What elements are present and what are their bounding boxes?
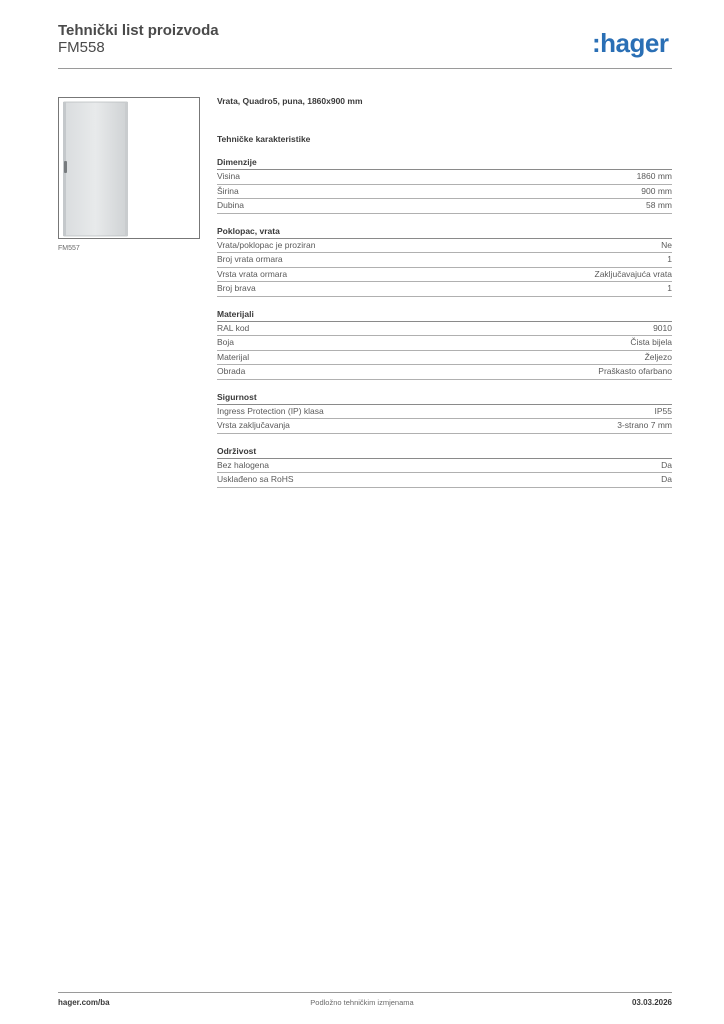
- spec-value: Zaključavajuća vrata: [594, 268, 672, 279]
- spec-label: RAL kod: [217, 322, 250, 333]
- header-divider: [58, 68, 672, 69]
- spec-row: [217, 199, 672, 214]
- spec-label: Boja: [217, 337, 235, 347]
- spec-group-title: Održivost: [217, 446, 672, 459]
- spec-value: Da: [661, 474, 672, 484]
- product-code: FM558: [58, 39, 105, 56]
- spec-label: Vrsta zaključavanja: [217, 420, 290, 430]
- spec-label: Ingress Protection (IP) klasa: [217, 405, 324, 416]
- page-title: Tehnički list proizvoda: [58, 22, 219, 39]
- spec-group: [217, 392, 672, 434]
- spec-value: 900 mm: [641, 185, 672, 196]
- spec-label: Bez halogena: [217, 459, 269, 470]
- spec-group-title: Dimenzije: [217, 157, 672, 170]
- spec-value: 3-strano 7 mm: [617, 420, 672, 430]
- spec-value: Čista bijela: [630, 337, 672, 347]
- spec-row: [217, 405, 672, 420]
- spec-row: [217, 336, 672, 351]
- image-caption: FM557: [58, 245, 80, 252]
- spec-value: 1: [667, 283, 672, 293]
- spec-content: [217, 96, 672, 500]
- spec-label: Usklađeno sa RoHS: [217, 474, 294, 484]
- spec-value: 9010: [653, 322, 672, 333]
- product-description: Vrata, Quadro5, puna, 1860x900 mm: [217, 96, 363, 106]
- spec-row: [217, 459, 672, 474]
- spec-label: Materijal: [217, 351, 250, 362]
- spec-row: [217, 268, 672, 283]
- spec-row: [217, 185, 672, 200]
- spec-group: [217, 309, 672, 380]
- spec-value: Da: [661, 459, 672, 470]
- spec-row: [217, 253, 672, 268]
- spec-group-title: Poklopac, vrata: [217, 226, 672, 239]
- spec-group: [217, 446, 672, 488]
- spec-value: 58 mm: [646, 200, 672, 210]
- spec-row: [217, 282, 672, 297]
- section-heading: Tehničke karakteristike: [217, 134, 311, 144]
- hager-logo: [592, 28, 672, 58]
- spec-label: Vrsta vrata ormara: [217, 268, 288, 279]
- footer-notice: Podložno tehničkim izmjenama: [310, 998, 414, 1007]
- spec-label: Dubina: [217, 200, 244, 210]
- spec-label: Obrada: [217, 366, 246, 376]
- spec-value: 1860 mm: [636, 171, 672, 181]
- spec-value: Željezo: [644, 351, 672, 362]
- spec-row: [217, 473, 672, 488]
- spec-group: [217, 226, 672, 297]
- spec-row: [217, 365, 672, 380]
- door-illustration: [59, 98, 199, 238]
- spec-label: Visina: [217, 171, 240, 181]
- spec-group: [217, 157, 672, 214]
- spec-row: [217, 239, 672, 254]
- spec-group-title: Materijali: [217, 309, 672, 322]
- spec-row: [217, 351, 672, 366]
- spec-value: Ne: [661, 239, 672, 250]
- product-image: [58, 97, 200, 239]
- spec-label: Broj vrata ormara: [217, 254, 283, 264]
- footer-date: 03.03.2026: [631, 998, 672, 1007]
- footer-website: hager.com/ba: [58, 998, 110, 1007]
- spec-label: Širina: [217, 185, 239, 196]
- spec-label: Broj brava: [217, 283, 256, 293]
- footer-divider: [58, 992, 672, 993]
- spec-label: Vrata/poklopac je proziran: [217, 239, 316, 250]
- spec-row: [217, 419, 672, 434]
- spec-value: IP55: [654, 405, 672, 416]
- logo-text: :hager: [592, 28, 669, 58]
- spec-row: [217, 322, 672, 337]
- spec-row: [217, 170, 672, 185]
- spec-value: Praškasto ofarbano: [598, 366, 672, 376]
- spec-value: 1: [667, 254, 672, 264]
- spec-groups: [217, 157, 672, 488]
- spec-group-title: Sigurnost: [217, 392, 672, 405]
